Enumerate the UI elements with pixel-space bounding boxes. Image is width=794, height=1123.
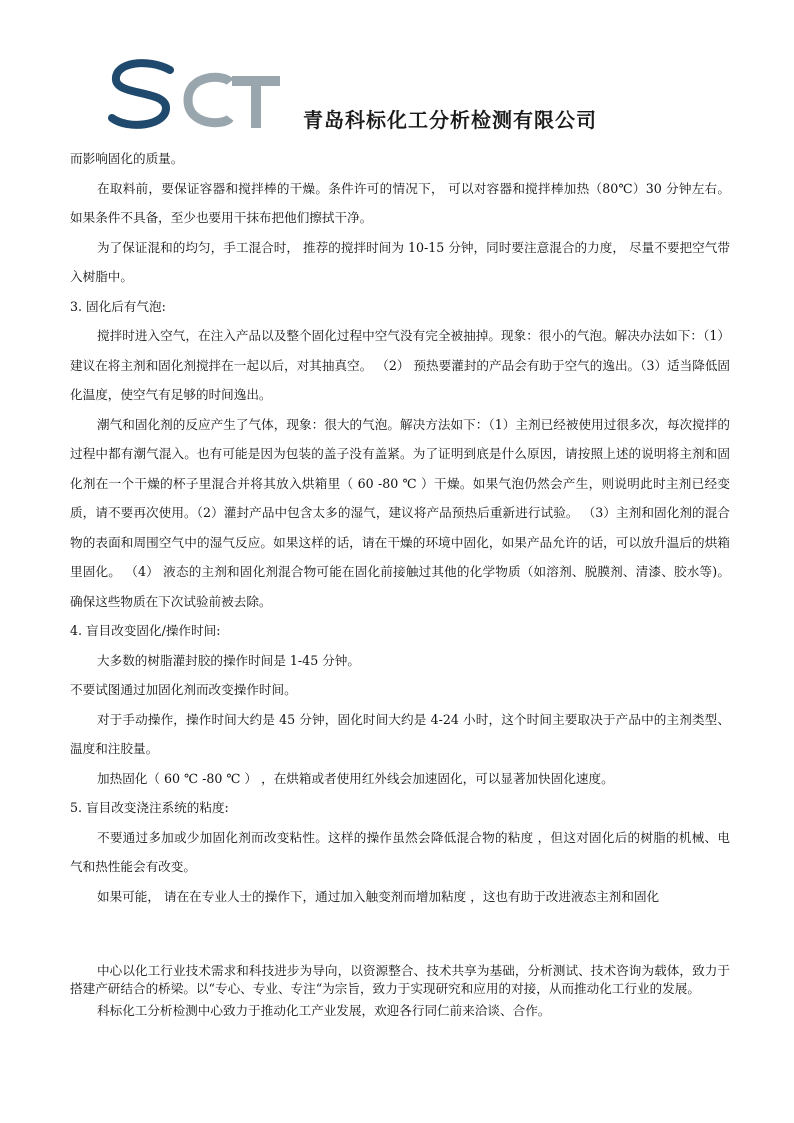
paragraph: 不要通过多加或少加固化剂而改变粘性。这样的操作虽然会降低混合物的粘度 ，但这对固化后的树脂的机械、电气和热性能会有改变。 <box>70 829 730 874</box>
logo-letter-s <box>112 63 170 125</box>
paragraph: 加热固化（ 60 ℃ -80 ℃ ） ，在烘箱或者使用红外线会加速固化，可以显著加快固化速度。 <box>97 770 614 786</box>
paragraph: 大多数的树脂灌封胶的操作时间是 1-45 分钟。 <box>97 652 360 668</box>
logo-letter-c <box>188 77 230 122</box>
paragraph: 对于手动操作，操作时间大约是 45 分钟，固化时间大约是 4-24 小时，这个时间主要取决于产品中的主剂类型、温度和注胶量。 <box>70 711 730 756</box>
logo-letter-t-stem <box>251 76 261 128</box>
page-header <box>0 0 794 140</box>
footer-paragraph: 科标化工分析检测中心致力于推动化工产业发展，欢迎各行同仁前来洽谈、合作。 <box>97 1003 551 1018</box>
paragraph: 潮气和固化剂的反应产生了气体，现象：很大的气泡。解决方法如下：（1）主剂已经被使用过很多次，每次搅拌的过程中都有潮气混入。也有可能是因为包装的盖子没有盖紧。为了证明到底是什么原因，请按照上述的说明将主剂和固化剂在一个干燥的杯子里混合并将其放入烘箱里（ 60 -80 ℃ ）干燥。如果气泡仍然会产生，则说明此时主剂已经变质，请不要再次使用。（2）灌封产品中包含太多的湿气，建议将产品预热后重新进行试验。 （3）主剂和固化剂的混合物的表面和周围空气中的湿气反应。如果这样的话，请在干燥的环境中固化，如果产品允许的话，可以放升温后的烘箱里固化。 （4） 液态的主剂和固化剂混合物可能在固化前接触过其他的化学物质（如溶剂、脱膜剂、清漆、胶水等)。确保这些物质在下次试验前被去除。 <box>70 416 730 609</box>
paragraph: 如果可能， 请在在专业人士的操作下，通过加入触变剂而增加粘度 ，这也有助于改进液态主剂和固化 <box>97 888 660 904</box>
section-heading: 4. 盲目改变固化/操作时间: <box>70 623 221 638</box>
paragraph: 搅拌时进入空气，在注入产品以及整个固化过程中空气没有完全被抽掉。现象：很小的气泡。解决办法如下：（1）建议在将主剂和固化剂搅拌在一起以后，对其抽真空。 （2） 预热要灌封的产品会有助于空气的逸出。（3）适当降低固化温度，使空气有足够的时间逸出。 <box>70 328 731 402</box>
footer-paragraph: 中心以化工行业技术需求和科技进步为导向，以资源整合、技术共享为基础，分析测试、技术咨询为载体，致力于搭建产研结合的桥梁。以“专心、专业、专注“为宗旨，致力于实现研究和应用的对接，从而推动化工行业的发展。 <box>70 963 730 996</box>
paragraph: 在取料前，要保证容器和搅拌棒的干燥。条件许可的情况下， 可以对容器和搅拌棒加热（80℃）30 分钟左右。如果条件不具备，至少也要用干抹布把他们擦拭干净。 <box>70 180 730 225</box>
section-heading: 5. 盲目改变浇注系统的粘度: <box>70 800 229 815</box>
company-name: 青岛科标化工分析检测有限公司 <box>303 108 597 132</box>
document-body <box>70 144 730 911</box>
section-heading: 3. 固化后有气泡: <box>70 298 166 314</box>
paragraph: 不要试图通过加固化剂而改变操作时间。 <box>70 682 297 697</box>
paragraph: 为了保证混和的均匀，手工混合时， 推荐的搅拌时间为 10-15 分钟，同时要注意混合的力度， 尽量不要把空气带入树脂中。 <box>70 239 730 284</box>
sct-logo <box>108 56 283 132</box>
page-footer <box>70 962 730 1020</box>
paragraph: 而影响固化的质量。 <box>70 151 184 166</box>
